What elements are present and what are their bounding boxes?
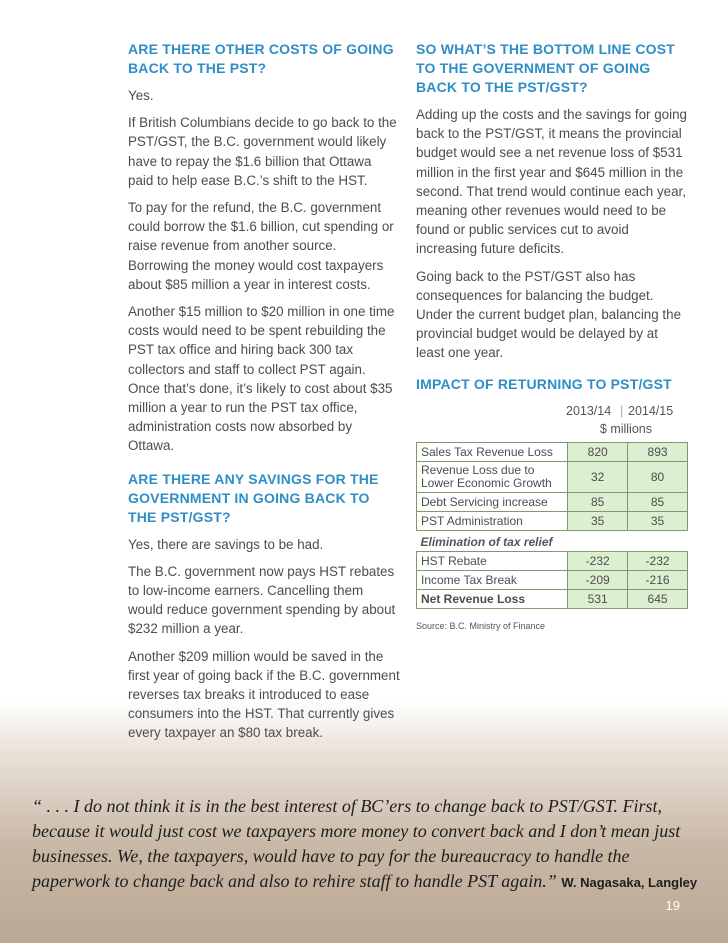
row-label: Revenue Loss due to Lower Economic Growth (417, 461, 568, 492)
table-row (417, 492, 688, 511)
page-number: 19 (665, 898, 680, 913)
quote-text: “ . . . I do not think it is in the best interest of BC’ers to change back to PST/GST. First, because it would just cost we taxpayers more money to convert back and I don’t mean just businesses. We, the taxpayers, would have to pay for the bureaucracy to handle the paperwork to change back and also to rehire staff to handle PST again.” (32, 796, 681, 891)
row-value-2013: 85 (568, 492, 628, 511)
row-label: Sales Tax Revenue Loss (417, 442, 568, 461)
para-repay: If British Columbians decide to go back to the PST/GST, the B.C. government would likely have to repay the $1.6 billion that Ottawa paid to help ease B.C.’s shift to the HST. (128, 115, 397, 188)
heading-savings: ARE THERE ANY SAVINGS FOR THE GOVERNMENT IN GOING BACK TO THE PST/GST? (128, 470, 379, 525)
row-value-2013: -232 (568, 551, 628, 570)
col-header-2014: 2014/15 (628, 403, 674, 418)
left-column (128, 40, 400, 751)
para-savings-yes: Yes, there are savings to be had. (128, 536, 324, 552)
pull-quote (32, 794, 712, 895)
row-label: Income Tax Break (417, 570, 568, 589)
table-row (417, 570, 688, 589)
row-label: Net Revenue Loss (417, 589, 568, 608)
col-divider: | (620, 403, 624, 418)
para-one-time-costs: Another $15 million to $20 million in one time costs would need to be spent rebuilding the PST tax office and hiring back 300 tax collectors and staff to collect PST again. Once that’s done, it’s likely to cost about $35 million a year to run the PST tax office, administration costs now absorbed by Ottawa. (128, 304, 395, 454)
table-row (417, 511, 688, 530)
table-subheading-row (417, 530, 688, 551)
para-adding-up: Adding up the costs and the savings for going back to the PST/GST, it means the provincial budget would see a net revenue loss of $531 million in the first year and $645 million in the second. That trend would continue each year, meaning other revenues would need to be found or public services cut to avoid increasing future deficits. (416, 107, 687, 257)
para-yes: Yes. (128, 88, 154, 103)
row-value-2013: 35 (568, 511, 628, 530)
row-value-2014: 80 (628, 461, 688, 492)
col-header-2013: 2013/14 (566, 403, 612, 418)
table-source: Source: B.C. Ministry of Finance (416, 620, 546, 631)
table-column-headers (416, 404, 688, 422)
row-value-2014: 893 (628, 442, 688, 461)
row-value-2013: 820 (568, 442, 628, 461)
table-row (417, 551, 688, 570)
row-value-2014: 35 (628, 511, 688, 530)
row-label: HST Rebate (417, 551, 568, 570)
impact-table (416, 442, 688, 609)
table-row (417, 461, 688, 492)
row-value-2013: 531 (568, 589, 628, 608)
para-refund: To pay for the refund, the B.C. government could borrow the $1.6 billion, cut spending or raise revenue from another source. Borrowing the money would cost taxpayers about $85 million a year in interest costs. (128, 200, 394, 292)
table-subheading: Elimination of tax relief (417, 530, 688, 551)
right-column (416, 40, 688, 631)
impact-table-section (416, 404, 688, 631)
table-units: $ millions (599, 421, 652, 436)
row-value-2014: 85 (628, 492, 688, 511)
row-value-2014: -216 (628, 570, 688, 589)
table-total-row (417, 589, 688, 608)
heading-bottom-line: SO WHAT’S THE BOTTOM LINE COST TO THE GOVERNMENT OF GOING BACK TO THE PST/GST? (416, 41, 676, 95)
row-label: Debt Servicing increase (417, 492, 568, 511)
row-label: PST Administration (417, 511, 568, 530)
para-rebates: The B.C. government now pays HST rebates to low-income earners. Cancelling them would reduce government spending by about $232 million a year. (128, 563, 396, 637)
row-value-2013: -209 (568, 570, 628, 589)
row-value-2013: 32 (568, 461, 628, 492)
quote-attribution: W. Nagasaka, Langley (561, 875, 698, 890)
para-tax-breaks: Another $209 million would be saved in the first year of going back if the B.C. government reverses tax breaks it introduced to ease consumers into the HST. That currently gives every taxpayer an $80 tax break. (128, 648, 400, 741)
row-value-2014: 645 (628, 589, 688, 608)
table-row (417, 442, 688, 461)
para-balancing: Going back to the PST/GST also has consequences for balancing the budget. Under the current budget plan, balancing the provincial budget would be delayed by at least one year. (416, 268, 682, 361)
heading-impact: IMPACT OF RETURNING TO PST/GST (416, 375, 672, 392)
row-value-2014: -232 (628, 551, 688, 570)
heading-other-costs: ARE THERE OTHER COSTS OF GOING BACK TO THE PST? (128, 41, 394, 76)
